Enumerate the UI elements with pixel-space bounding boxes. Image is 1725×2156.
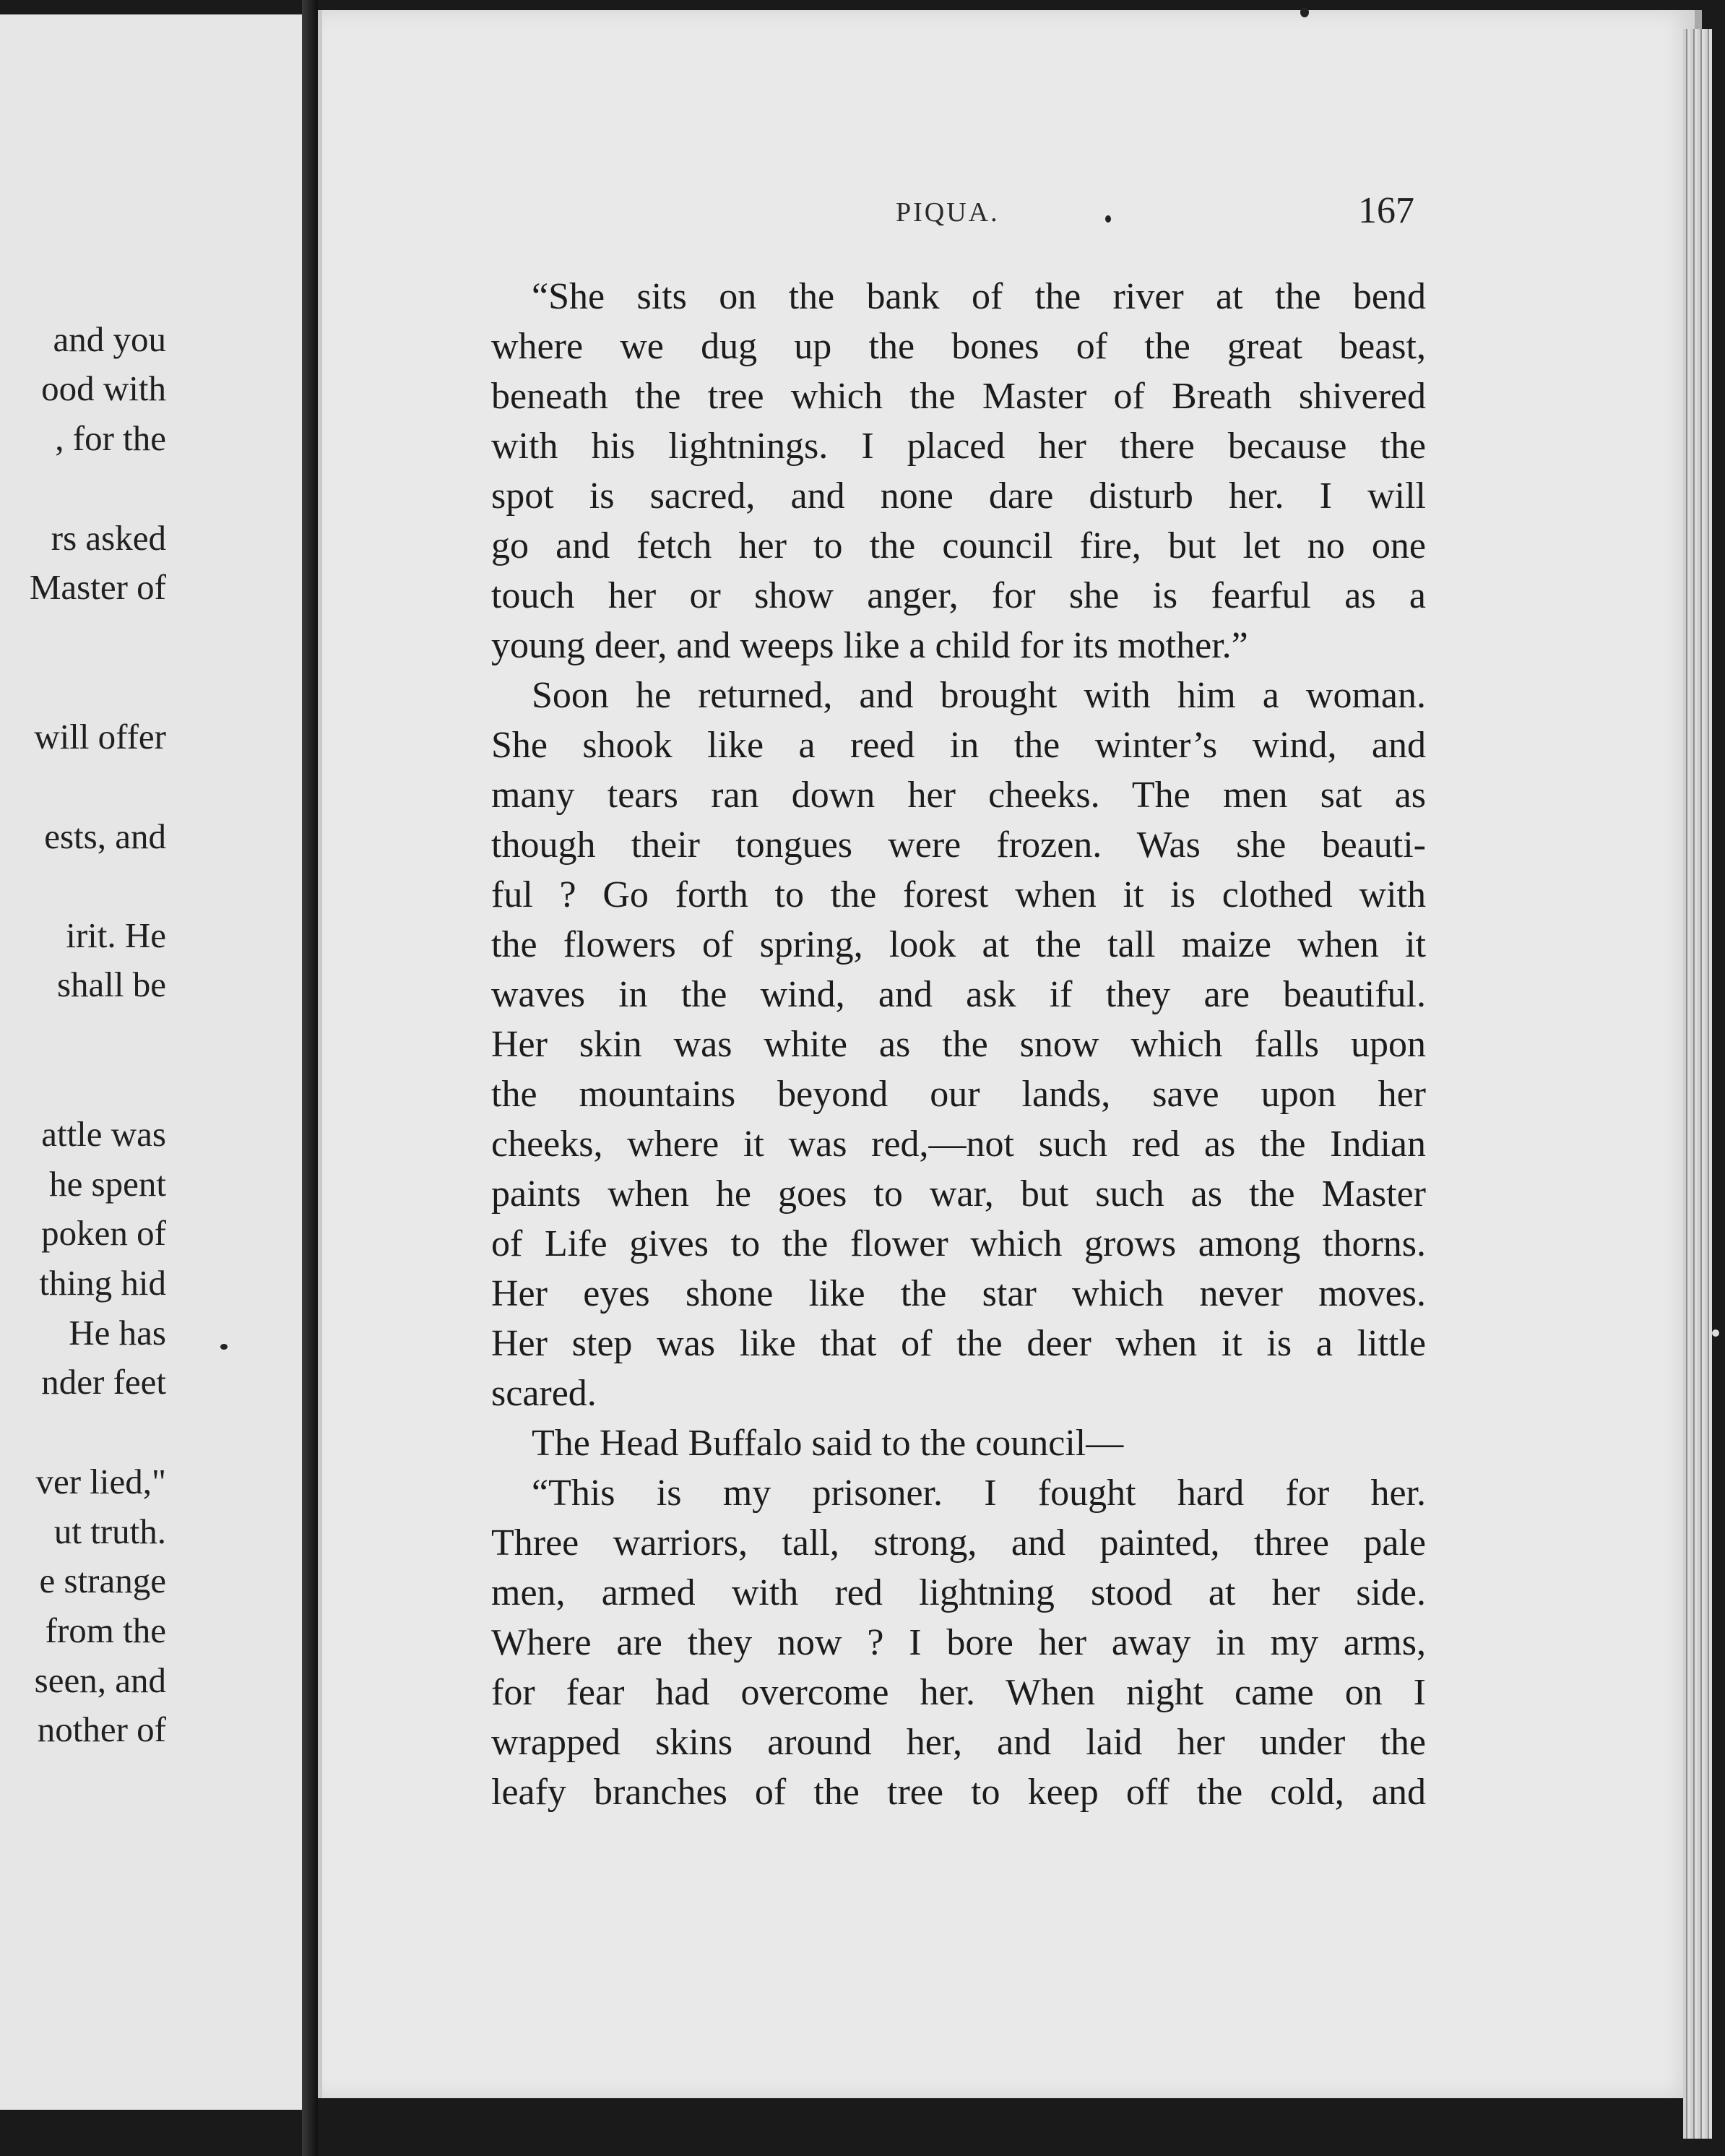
body-line: though their tongues were frozen. Was she beauti- bbox=[491, 824, 1426, 866]
left-fragment: will offer bbox=[34, 717, 166, 756]
left-fragment: ood with bbox=[41, 368, 166, 408]
body-line: beneath the tree which the Master of Breath shivered bbox=[491, 376, 1426, 417]
body-line: the mountains beyond our lands, save upon her bbox=[491, 1074, 1426, 1115]
body-line: waves in the wind, and ask if they are beautiful. bbox=[491, 974, 1426, 1015]
left-fragment: he spent bbox=[49, 1164, 166, 1204]
scan-speck bbox=[1712, 1329, 1719, 1337]
body-line: paints when he goes to war, but such as the Master bbox=[491, 1173, 1426, 1215]
left-fragment: e strange bbox=[39, 1561, 166, 1600]
left-fragment: from the bbox=[45, 1610, 166, 1650]
body-line: Three warriors, tall, strong, and painted, three pale bbox=[491, 1522, 1426, 1564]
left-facing-page bbox=[0, 14, 308, 2110]
scan-speck bbox=[1300, 7, 1309, 17]
body-line: Soon he returned, and brought with him a woman. bbox=[532, 675, 1426, 716]
left-fragment: seen, and bbox=[34, 1660, 166, 1700]
left-fragment: nder feet bbox=[41, 1362, 166, 1402]
left-fragment: ests, and bbox=[44, 816, 166, 856]
page-number: 167 bbox=[1358, 190, 1414, 231]
body-line: spot is sacred, and none dare disturb her. I will bbox=[491, 475, 1426, 517]
left-page-text-fragments bbox=[0, 14, 166, 2110]
body-line: ful ? Go forth to the forest when it is clothed with bbox=[491, 874, 1426, 915]
body-line: young deer, and weeps like a child for its mother.” bbox=[491, 625, 1248, 666]
body-line: leafy branches of the tree to keep off the cold, and bbox=[491, 1772, 1426, 1813]
body-line: many tears ran down her cheeks. The men sat as bbox=[491, 775, 1426, 816]
page-edges bbox=[1683, 29, 1712, 2139]
left-fragment: Master of bbox=[29, 567, 166, 607]
left-fragment: attle was bbox=[41, 1114, 166, 1154]
body-line: of Life gives to the flower which grows among thorns. bbox=[491, 1223, 1426, 1264]
body-line: where we dug up the bones of the great beast, bbox=[491, 326, 1426, 367]
book-gutter bbox=[302, 0, 318, 2156]
body-line: for fear had overcome her. When night came on I bbox=[491, 1672, 1426, 1713]
left-fragment: shall be bbox=[56, 965, 166, 1004]
body-line: cheeks, where it was red,—not such red as the Indian bbox=[491, 1124, 1426, 1165]
body-line: touch her or show anger, for she is fearful as a bbox=[491, 575, 1426, 616]
left-fragment: ver lied," bbox=[35, 1462, 166, 1501]
body-line: men, armed with red lightning stood at her side. bbox=[491, 1572, 1426, 1613]
left-fragment: irit. He bbox=[66, 915, 166, 955]
left-fragment: He has bbox=[69, 1313, 166, 1353]
body-line: The Head Buffalo said to the council— bbox=[532, 1423, 1124, 1464]
body-line: Her step was like that of the deer when it is a little bbox=[491, 1323, 1426, 1364]
body-line: Where are they now ? I bore her away in my arms, bbox=[491, 1622, 1426, 1663]
body-line: go and fetch her to the council fire, but let no one bbox=[491, 525, 1426, 566]
left-fragment: rs asked bbox=[51, 518, 166, 558]
body-line: Her skin was white as the snow which falls upon bbox=[491, 1024, 1426, 1065]
left-fragment: ut truth. bbox=[53, 1512, 166, 1551]
body-line: Her eyes shone like the star which never moves. bbox=[491, 1273, 1426, 1314]
left-fragment: poken of bbox=[41, 1213, 166, 1253]
scan-speck bbox=[1105, 215, 1111, 223]
body-line: with his lightnings. I placed her there because the bbox=[491, 426, 1426, 467]
body-line: the flowers of spring, look at the tall maize when it bbox=[491, 924, 1426, 965]
body-line: She shook like a reed in the winter’s wind, and bbox=[491, 725, 1426, 766]
left-fragment: thing hid bbox=[39, 1263, 166, 1303]
left-fragment: , for the bbox=[55, 418, 166, 458]
running-head: PIQUA. bbox=[896, 197, 1000, 228]
body-line: “She sits on the bank of the river at the bend bbox=[532, 276, 1426, 317]
left-fragment: and you bbox=[53, 319, 166, 359]
body-line: “This is my prisoner. I fought hard for her. bbox=[532, 1472, 1426, 1514]
body-line: scared. bbox=[491, 1373, 597, 1414]
scan-speck bbox=[220, 1344, 228, 1350]
left-fragment: nother of bbox=[37, 1709, 166, 1749]
body-line: wrapped skins around her, and laid her under the bbox=[491, 1722, 1426, 1763]
